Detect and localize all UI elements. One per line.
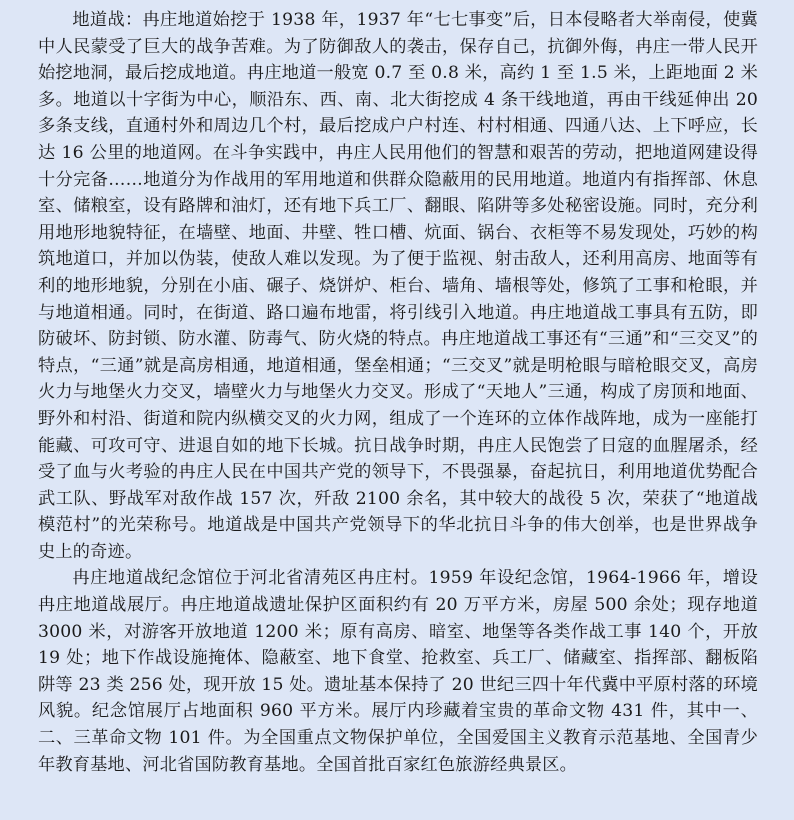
paragraph-tunnel-warfare: 地道战：冉庄地道始挖于 1938 年，1937 年“七七事变”后，日本侵略者大举南侵，使冀中人民蒙受了巨大的战争苦难。为了防御敌人的袭击，保存自己，抗御外侮，冉庄一带人民开始挖地洞，最后挖成地道。冉庄地道一般宽 0.7 至 0.8 米，高约 1 至 1.5 米，上距地面 2 米多。地道以十字街为中心，顺沿东、西、南、北大街挖成 4 条干线地道，再由干线延伸出 20 多条支线，直通村外和周边几个村，最后挖成户户村连、村村相通、四通八达、上下呼应，长达 16 公里的地道网。在斗争实践中，冉庄人民用他们的智慧和艰苦的劳动，把地道网建设得十分完备……地道分为作战用的军用地道和供群众隐蔽用的民用地道。地道内有指挥部、休息室、储粮室，设有路牌和油灯，还有地下兵工厂、翻眼、陷阱等多处秘密设施。同时，充分利用地形地貌特征，在墙壁、地面、井壁、牲口槽、炕面、锅台、衣柜等不易发现处，巧妙的构筑地道口，并加以伪装，使敌人难以发现。为了便于监视、射击敌人，还利用高房、地面等有利的地形地貌，分别在小庙、碾子、烧饼炉、柜台、墙角、墙根等处，修筑了工事和枪眼，并与地道相通。同时，在街道、路口遍布地雷，将引线引入地道。冉庄地道战工事具有五防，即防破坏、防封锁、防水灌、防毒气、防火烧的特点。冉庄地道战工事还有“三通”和“三交叉”的特点，“三通”就是高房相通，地道相通，堡垒相通；“三交叉”就是明枪眼与暗枪眼交叉，高房火力与地堡火力交叉，墙壁火力与地堡火力交叉。形成了“天地人”三通，构成了房顶和地面、野外和村沿、街道和院内纵横交叉的火力网，组成了一个连环的立体作战阵地，成为一座能打能藏、可攻可守、进退自如的地下长城。抗日战争时期，冉庄人民饱尝了日寇的血腥屠杀，经受了血与火考验的冉庄人民在中国共产党的领导下，不畏强暴，奋起抗日，利用地道优势配合武工队、野战军对敌作战 157 次，歼敌 2100 余名，其中较大的战役 5 次，荣获了“地道战模范村”的光荣称号。地道战是中国共产党领导下的华北抗日斗争的伟大创举，也是世界战争史上的奇迹。 — [38, 10, 758, 562]
paragraph-memorial-hall: 冉庄地道战纪念馆位于河北省清苑区冉庄村。1959 年设纪念馆，1964-1966 年，增设冉庄地道战展厅。冉庄地道战遗址保护区面积约有 20 万平方米，房屋 500 余处；现存地道 3000 米，对游客开放地道 1200 米；原有高房、暗室、地堡等各类作战工事 140 个，开放 19 处；地下作战设施掩体、隐蔽室、地下食堂、抢救室、兵工厂、储藏室、指挥部、翻板陷阱等 23 类 256 处，现开放 15 处。遗址基本保持了 20 世纪三四十年代冀中平原村落的环境风貌。纪念馆展厅占地面积 960 平方米。展厅内珍藏着宝贵的革命文物 431 件，其中一、二、三革命文物 101 件。为全国重点文物保护单位，全国爱国主义教育示范基地、全国青少年教育基地、河北省国防教育基地。全国首批百家红色旅游经典景区。 — [38, 568, 758, 775]
